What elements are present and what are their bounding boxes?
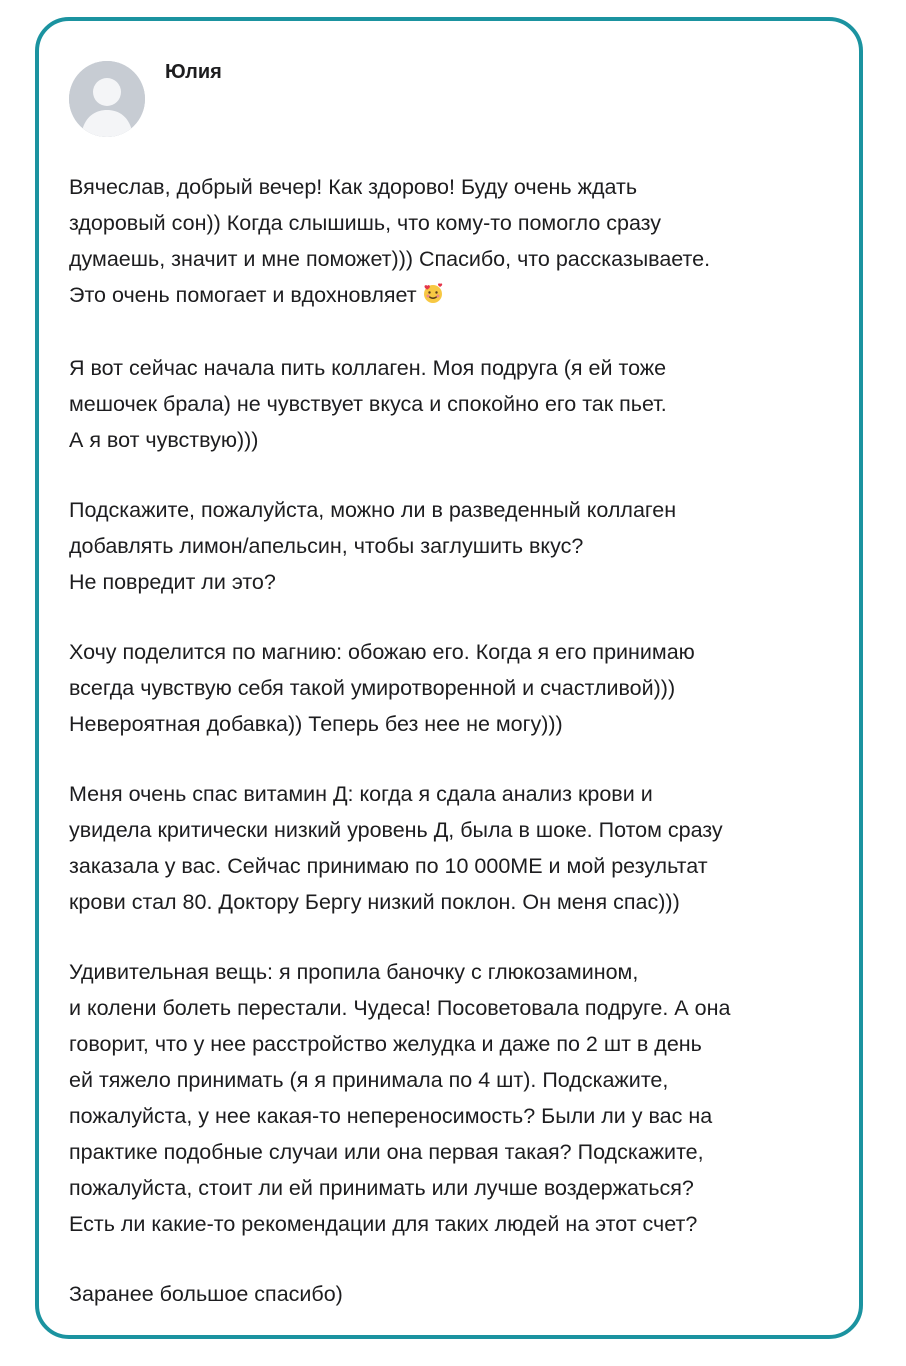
paragraph-thanks [69,1276,849,1312]
text-line: крови стал 80. Доктору Бергу низкий поклон. Он меня спас))) [69,890,680,914]
text-line: практике подобные случаи или она первая такая? Подскажите, [69,1140,704,1164]
text-line: Я вот сейчас начала пить коллаген. Моя подруга (я ей тоже [69,356,667,380]
author-name[interactable]: Юлия [165,61,222,83]
text-line: думаешь, значит и мне поможет))) Спасибо, что рассказываете. [69,247,711,271]
text-line: Вячеслав, добрый вечер! Как здорово! Буду очень ждать [69,175,638,199]
text-line: Это очень помогает и вдохновляет [69,283,417,307]
avatar[interactable] [69,61,145,137]
text-line: всегда чувствую себя такой умиротворенной и счастливой))) [69,676,676,700]
paragraph-glucosamine [69,954,849,1242]
text-line: Хочу поделится по магнию: обожаю его. Когда я его принимаю [69,640,695,664]
text-line: мешочек брала) не чувствует вкуса и спокойно его так пьет. [69,392,667,416]
paragraph-collagen [69,350,849,458]
text-line: Заранее большое спасибо) [69,1282,343,1306]
user-silhouette-icon [69,61,145,137]
comment-body [69,169,849,1346]
comment-card [35,17,863,1339]
text-line: Невероятная добавка)) Теперь без нее не могу))) [69,712,563,736]
text-line: А я вот чувствую))) [69,428,259,452]
text-line: Есть ли какие-то рекомендации для таких людей на этот счет? [69,1212,698,1236]
text-line: здоровый сон)) Когда слышишь, что кому-то помогло сразу [69,211,662,235]
text-line: заказала у вас. Сейчас принимаю по 10 000МЕ и мой результат [69,854,708,878]
text-line: увидела критически низкий уровень Д, была в шоке. Потом сразу [69,818,723,842]
text-line: Не повредит ли это? [69,570,276,594]
paragraph-magnesium [69,634,849,742]
text-line: пожалуйста, у нее какая-то непереносимость? Были ли у вас на [69,1104,713,1128]
paragraph-greeting [69,169,849,316]
text-line: Подскажите, пожалуйста, можно ли в разведенный коллаген [69,498,677,522]
text-line: Удивительная вещь: я пропила баночку с глюкозамином, [69,960,639,984]
text-line: говорит, что у нее расстройство желудка и даже по 2 шт в день [69,1032,702,1056]
smiling-face-with-hearts-icon [421,280,445,316]
text-line: пожалуйста, стоит ли ей принимать или лучше воздержаться? [69,1176,694,1200]
paragraph-vitamin-d [69,776,849,920]
text-line: Меня очень спас витамин Д: когда я сдала анализ крови и [69,782,653,806]
paragraph-question-collagen [69,492,849,600]
text-line: ей тяжело принимать (я я принимала по 4 шт). Подскажите, [69,1068,669,1092]
text-line: добавлять лимон/апельсин, чтобы заглушить вкус? [69,534,584,558]
text-line: и колени болеть перестали. Чудеса! Посоветовала подруге. А она [69,996,731,1020]
text-line-with-emoji [69,277,849,316]
